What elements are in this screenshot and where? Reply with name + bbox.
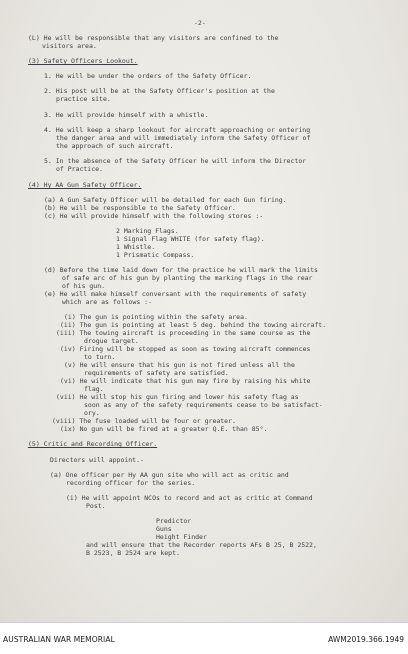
- s4-item-b: (b) He will be responsible to the Safety Officer.: [44, 204, 236, 212]
- store-1: 2 Marking Flags.: [116, 227, 179, 235]
- s5-item-i1: (i) He will appoint NCOs to record and act as critic at Command: [66, 494, 313, 502]
- s3-item-5a: 5. In the absence of the Safety Officer he will inform the Director: [44, 157, 307, 165]
- s4-item-d3: of his gun.: [62, 282, 106, 290]
- institution-name: AUSTRALIAN WAR MEMORIAL: [3, 635, 115, 644]
- store-2: 1 Signal Flag WHITE (for safety flag).: [116, 235, 265, 243]
- s5-item-a1: (a) One officer per Hy AA gun site who will act as critic and: [50, 471, 289, 479]
- s3-item-2b: practice site.: [56, 95, 111, 103]
- req-viii: (viii) The fuse loaded will be four or greater.: [52, 417, 236, 425]
- req-ii: (ii) The gun is pointing at least 5 deg. behind the towing aircraft.: [60, 321, 327, 329]
- s4-item-e2: which are as follows :-: [62, 298, 153, 306]
- para-l-line2: visitors area.: [42, 42, 97, 50]
- req-vi-b: flag.: [84, 385, 104, 393]
- req-iv-a: (iv) Firing will be stopped as soon as towing aircraft commences: [60, 345, 311, 353]
- s5-intro: Directors will appoint.-: [50, 456, 144, 464]
- s4-item-d2: of safe arc of his gun by planting the marking flags in the rear: [62, 274, 313, 282]
- s5-item-a2: recording officer for the series.: [66, 479, 196, 487]
- s3-item-3: 3. He will provide himself with a whistle.: [44, 111, 209, 119]
- req-ix: (ix) No gun will be fired at a greater Q.E. than 85°.: [60, 425, 268, 433]
- store-4: 1 Prismatic Compass.: [116, 251, 195, 259]
- s3-item-1: 1. He will be under the orders of the Safety Officer.: [44, 72, 252, 80]
- archive-footer: [0, 622, 408, 654]
- s4-item-e1: (e) He will make himself conversant with the requirements of safety: [44, 290, 307, 298]
- page-number: -2-: [194, 19, 206, 27]
- req-i: (i) The gun is pointing within the safety area.: [64, 313, 248, 321]
- req-vii-a: (vii) He will stop his gun firing and lower his safety flag as: [56, 393, 299, 401]
- s3-item-4b: the danger area and will immediately inform the Safety Officer of: [56, 134, 311, 142]
- section-5-title: (5) Critic and Recording Officer.: [28, 440, 158, 448]
- s5-item-i2: Post.: [86, 502, 106, 510]
- req-v-a: (v) He will ensure that his gun is not fired unless all the: [64, 361, 295, 369]
- store-3: 1 Whistle.: [116, 243, 156, 251]
- s4-item-a: (a) A Gun Safety Officer will be detailed for each Gun firing.: [44, 196, 287, 204]
- s3-item-5b: of Practice.: [56, 165, 103, 173]
- req-vi-a: (vi) He will indicate that his gun may fire by raising his white: [60, 377, 311, 385]
- s5-end-2: B 2523, B 2524 are kept.: [86, 549, 180, 557]
- s3-item-4c: the approach of such aircraft.: [56, 142, 174, 150]
- post-predictor: Predictor: [156, 517, 192, 525]
- post-height-finder: Height Finder: [156, 533, 207, 541]
- s3-item-2a: 2. His post will be at the Safety Officer's position at the: [44, 87, 275, 95]
- s4-item-d1: (d) Before the time laid down for the practice he will mark the limits: [44, 266, 318, 274]
- req-v-b: requirements of safety are satisfied.: [84, 369, 229, 377]
- s4-item-c: (c) He will provide himself with the following stores :-: [44, 212, 264, 220]
- req-vii-b: soon as any of the safety requirements cease to be satisfact-: [84, 401, 323, 409]
- section-3-title: (3) Safety Officers Lookout.: [28, 57, 138, 65]
- req-iii-b: drogue target.: [84, 337, 139, 345]
- section-4-title: (4) Hy AA Gun Safety Officer.: [28, 181, 142, 189]
- post-guns: Guns: [156, 525, 172, 533]
- s3-item-4a: 4. He will keep a sharp lookout for aircraft approaching or entering: [44, 126, 311, 134]
- s5-end-1: and will ensure that the Recorder reports AFs B 25, B 2522,: [86, 541, 317, 549]
- accession-number: AWM2019.366.1949: [328, 635, 404, 644]
- para-l-line1: (L) He will be responsible that any visitors are confined to the: [28, 34, 279, 42]
- req-iii-a: (iii) The towing aircraft is proceeding in the same course as the: [56, 329, 311, 337]
- req-vii-c: ory.: [84, 409, 100, 417]
- req-iv-b: to turn.: [84, 353, 116, 361]
